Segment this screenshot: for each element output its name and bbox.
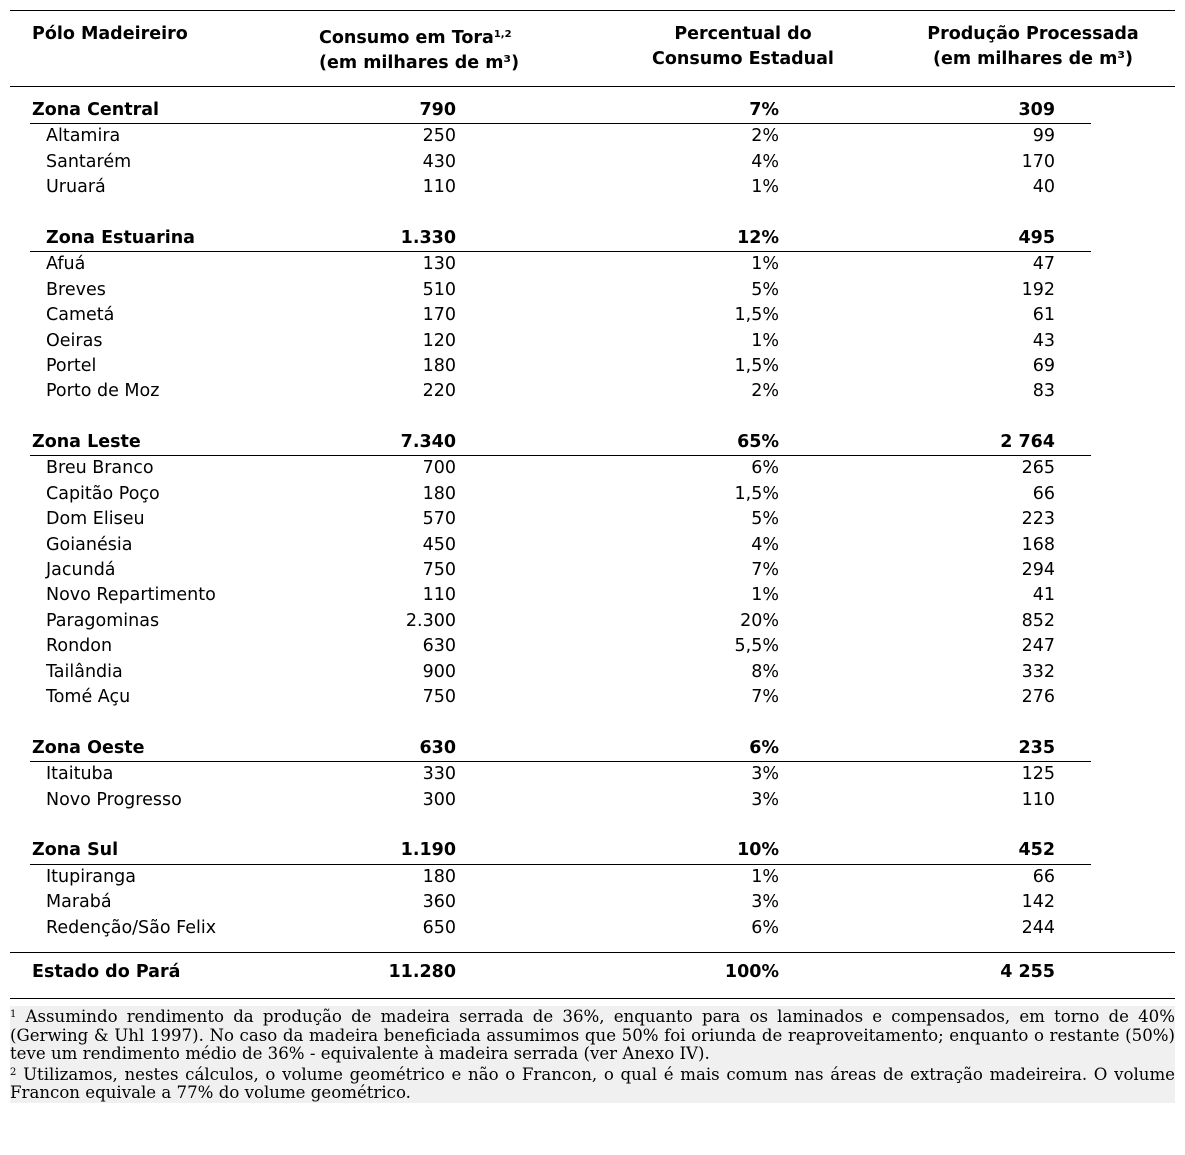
table-row [0,252,1185,277]
polo-producao: 265 [1021,458,1055,479]
table-row [0,685,1185,710]
table-row [0,762,1185,787]
polo-percentual: 2% [751,381,779,402]
total-top-rule [10,952,1175,953]
polo-producao: 125 [1021,764,1055,785]
polo-percentual: 5% [751,509,779,530]
polo-percentual: 1,5% [734,355,779,376]
polo-producao: 142 [1021,892,1055,913]
table-row [0,482,1185,507]
polo-name: Jacundá [46,560,116,581]
table-row [0,533,1185,558]
zone-producao: 235 [1018,737,1055,758]
zone-row [30,226,1091,252]
polo-consumo: 220 [422,381,456,402]
polo-producao: 170 [1021,151,1055,172]
polo-name: Oeiras [46,330,103,351]
zone-percentual: 65% [737,432,779,453]
polo-producao: 69 [1032,355,1055,376]
total-label: Estado do Pará [32,962,181,982]
polo-consumo: 900 [422,661,456,682]
zone-name: Zona Leste [32,432,141,453]
polo-consumo: 180 [422,483,456,504]
header-polo: Pólo Madeireiro [32,24,188,44]
data-table [0,98,1185,941]
zone-consumo: 790 [419,100,456,120]
polo-name: Tailândia [46,661,123,682]
polo-percentual: 3% [751,789,779,810]
polo-consumo: 2.300 [405,610,456,631]
polo-consumo: 630 [422,636,456,657]
polo-name: Marabá [46,892,112,913]
polo-name: Afuá [46,254,86,275]
zone-producao: 2 764 [1000,432,1055,453]
table-row [0,507,1185,532]
zone-name: Zona Oeste [32,737,145,758]
polo-name: Paragominas [46,610,160,631]
zone-percentual: 7% [749,100,779,120]
polo-name: Tomé Açu [46,686,131,707]
zone-consumo: 7.340 [400,432,456,453]
total-percentual: 100% [724,962,779,982]
polo-producao: 276 [1021,686,1055,707]
zone-consumo: 1.190 [400,840,456,861]
table-row [0,558,1185,583]
zone-row [30,838,1091,864]
total-consumo: 11.280 [388,962,456,982]
polo-name: Cametá [46,305,115,326]
polo-percentual: 1% [751,177,779,198]
polo-percentual: 8% [751,661,779,682]
polo-name: Santarém [46,151,132,172]
table-row [0,456,1185,481]
polo-producao: 66 [1032,866,1055,887]
polo-consumo: 430 [422,151,456,172]
polo-producao: 192 [1021,279,1055,300]
header-producao: Produção Processada (em milhares de m³) [927,24,1139,69]
table-row [0,150,1185,175]
polo-producao: 332 [1021,661,1055,682]
polo-name: Uruará [46,177,106,198]
footnote-1: $^1$ Assumindo rendimento da produção de madeira serrada de 36%, enquanto para os laminados e compensados, em torno de 40% (Gerwing & Uhl 1997). No caso da madeira beneficiada assumimos que 50% foi oriunda de reaproveitamento; enquanto o restante (50%) teve um rendimento médio de 36% - equivalente à madeira serrada (ver Anexo IV). [10,1007,1175,1063]
table-row [0,865,1185,890]
table-row [0,788,1185,813]
footnotes [10,1006,1175,1103]
polo-name: Goianésia [46,534,133,555]
table-row [0,329,1185,354]
polo-producao: 168 [1021,534,1055,555]
header-rule [10,86,1175,87]
polo-percentual: 6% [751,458,779,479]
polo-name: Itaituba [46,764,114,785]
table-row [0,175,1185,200]
polo-percentual: 1% [751,866,779,887]
zone-consumo: 1.330 [400,227,456,248]
polo-consumo: 180 [422,355,456,376]
table-row [0,609,1185,634]
header-percentual: Percentual do Consumo Estadual [652,24,834,69]
polo-name: Portel [46,355,97,376]
polo-producao: 110 [1021,789,1055,810]
polo-percentual: 7% [751,686,779,707]
polo-name: Itupiranga [46,866,136,887]
polo-percentual: 4% [751,151,779,172]
spacer-row [0,201,1185,226]
polo-producao: 83 [1032,381,1055,402]
polo-consumo: 300 [422,789,456,810]
polo-percentual: 1% [751,254,779,275]
polo-percentual: 3% [751,764,779,785]
zone-percentual: 12% [737,227,779,248]
polo-consumo: 450 [422,534,456,555]
table-row [0,303,1185,328]
polo-consumo: 360 [422,892,456,913]
polo-producao: 61 [1032,305,1055,326]
table-row [0,583,1185,608]
header-consumo: Consumo em Tora$^{1,2}$ (em milhares de m³) [319,28,520,73]
polo-producao: 66 [1032,483,1055,504]
polo-consumo: 170 [422,305,456,326]
zone-row [30,736,1091,762]
polo-producao: 294 [1021,560,1055,581]
table-row [0,916,1185,941]
polo-consumo: 180 [422,866,456,887]
polo-name: Redenção/São Felix [46,917,217,938]
polo-consumo: 120 [422,330,456,351]
polo-percentual: 4% [751,534,779,555]
polo-name: Porto de Moz [46,381,160,402]
polo-name: Rondon [46,636,113,657]
table-row [0,379,1185,404]
polo-name: Novo Progresso [46,789,182,810]
polo-producao: 41 [1032,585,1055,606]
polo-producao: 852 [1021,610,1055,631]
polo-percentual: 5,5% [734,636,779,657]
spacer-row [0,405,1185,430]
polo-percentual: 6% [751,917,779,938]
polo-consumo: 110 [422,585,456,606]
polo-consumo: 110 [422,177,456,198]
polo-percentual: 5% [751,279,779,300]
polo-producao: 40 [1032,177,1055,198]
polo-consumo: 750 [422,560,456,581]
total-row [0,958,1185,986]
zone-row [30,430,1091,456]
total-bottom-rule [10,998,1175,999]
polo-producao: 247 [1021,636,1055,657]
polo-name: Breves [46,279,106,300]
zone-name: Zona Central [32,100,160,120]
table-row [0,124,1185,149]
zone-percentual: 10% [737,840,779,861]
polo-consumo: 650 [422,917,456,938]
polo-name: Dom Eliseu [46,509,145,530]
zone-consumo: 630 [419,737,456,758]
polo-name: Breu Branco [46,458,154,479]
polo-producao: 99 [1032,126,1055,147]
polo-consumo: 570 [422,509,456,530]
polo-producao: 43 [1032,330,1055,351]
table-row [0,660,1185,685]
polo-producao: 244 [1021,917,1055,938]
polo-consumo: 330 [422,764,456,785]
zone-producao: 309 [1018,100,1055,120]
polo-consumo: 750 [422,686,456,707]
polo-percentual: 20% [740,610,779,631]
polo-percentual: 1% [751,585,779,606]
table-top-rule [10,10,1175,11]
polo-percentual: 3% [751,892,779,913]
polo-consumo: 130 [422,254,456,275]
zone-name: Zona Sul [32,840,119,861]
zone-percentual: 6% [749,737,779,758]
polo-consumo: 250 [422,126,456,147]
polo-consumo: 510 [422,279,456,300]
polo-name: Altamira [46,126,121,147]
table-row [0,890,1185,915]
polo-name: Novo Repartimento [46,585,216,606]
polo-percentual: 2% [751,126,779,147]
polo-percentual: 1% [751,330,779,351]
polo-producao: 223 [1021,509,1055,530]
polo-percentual: 7% [751,560,779,581]
table-row [0,634,1185,659]
zone-row [30,98,1091,124]
zone-producao: 495 [1018,227,1055,248]
polo-percentual: 1,5% [734,483,779,504]
spacer-row [0,813,1185,838]
polo-consumo: 700 [422,458,456,479]
table-row [0,278,1185,303]
footnote-2: $^2$ Utilizamos, nestes cálculos, o volume geométrico e não o Francon, o qual é mais comum nas áreas de extração madeireira. O volume Francon equivale a 77% do volume geométrico. [10,1064,1175,1102]
spacer-row [0,710,1185,735]
table-row [0,354,1185,379]
zone-name: Zona Estuarina [46,227,195,248]
total-producao: 4 255 [1000,962,1055,982]
polo-name: Capitão Poço [46,483,160,504]
polo-percentual: 1,5% [734,305,779,326]
zone-producao: 452 [1018,840,1055,861]
polo-producao: 47 [1032,254,1055,275]
